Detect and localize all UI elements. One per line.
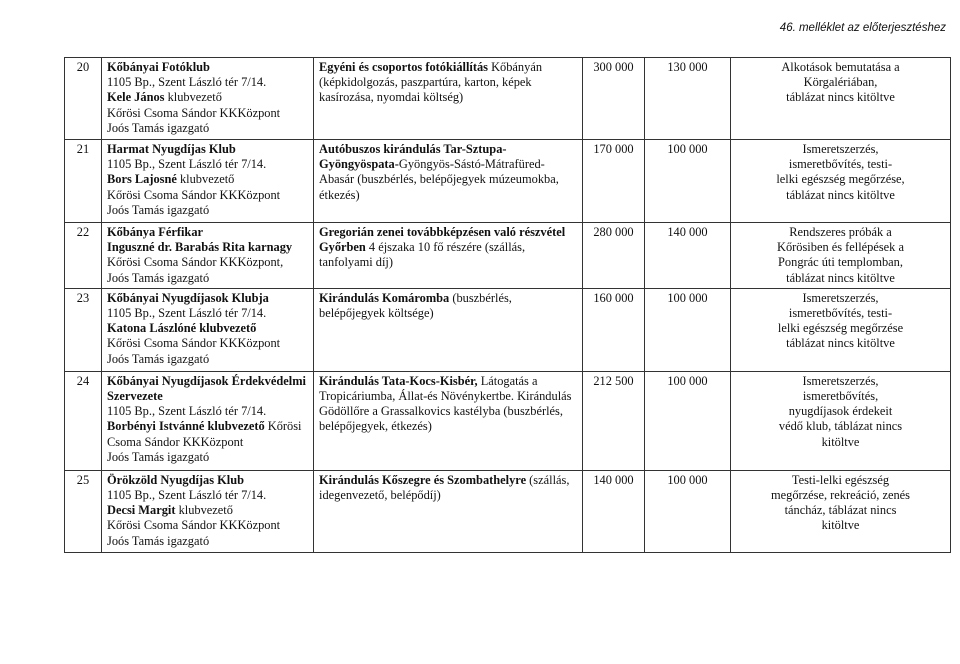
table-row	[65, 223, 951, 289]
organization-line-bold: Kőbányai Nyugdíjasok Klubja	[107, 290, 269, 305]
organization-line	[107, 488, 308, 503]
description-line-text: kasírozása, nyomdai költség)	[319, 90, 464, 105]
description-line	[319, 172, 577, 187]
organization-line-text: klubvezető	[175, 503, 233, 518]
row-number: 24	[65, 371, 102, 470]
evaluation-note-cell	[731, 223, 951, 289]
description-line-bold: Egyéni és csoportos fotókiállítás	[319, 60, 488, 74]
organization-line-text: Csoma Sándor KKKözpont	[107, 434, 244, 449]
description-line-bold: Gyöngyöspata-	[319, 157, 399, 172]
evaluation-note-line: kitöltve	[821, 434, 860, 449]
evaluation-note-line: Ismeretszerzés,	[802, 373, 879, 388]
granted-amount: 100 000	[645, 470, 731, 552]
organization-cell	[102, 58, 314, 140]
organization-line	[107, 404, 308, 419]
organization-line	[107, 60, 308, 75]
evaluation-note-line: lelki egészség megőrzése	[777, 321, 904, 336]
evaluation-note-line: kitöltve	[821, 518, 860, 533]
row-number: 20	[65, 58, 102, 140]
evaluation-note-line: táblázat nincs kitöltve	[786, 90, 895, 105]
program-description-cell	[314, 58, 583, 140]
organization-line-bold: Kőbányai Fotóklub	[107, 60, 210, 74]
program-description-cell	[314, 470, 583, 552]
organization-line	[107, 75, 308, 90]
granted-amount: 140 000	[645, 223, 731, 289]
evaluation-note-line: ismeretbővítés, testi-	[788, 306, 893, 321]
organization-line-text: Kőrösi Csoma Sándor KKKözpont	[107, 105, 281, 120]
organization-line-bold: Bors Lajosné	[107, 172, 177, 187]
evaluation-note-line: táblázat nincs kitöltve	[786, 336, 895, 351]
organization-line-bold: Katona Lászlóné klubvezető	[107, 321, 257, 336]
organization-cell	[102, 288, 314, 371]
organization-line-text: Kőrösi Csoma Sándor KKKözpont	[107, 336, 281, 351]
program-description-cell	[314, 288, 583, 371]
description-line-bold: Kirándulás Kőszegre és Szombathelyre	[319, 472, 527, 487]
description-line	[319, 389, 577, 404]
organization-line	[107, 306, 308, 321]
evaluation-note-cell	[731, 470, 951, 552]
table-row	[65, 140, 951, 223]
description-line-text: (szállás,	[526, 472, 570, 487]
annex-header-note: 46. melléklet az előterjesztéshez	[779, 22, 946, 34]
organization-line-text: Kőrösi Csoma Sándor KKKözpont,	[107, 255, 284, 270]
description-line-text: Látogatás a	[477, 373, 538, 388]
organization-line	[107, 121, 308, 136]
evaluation-note-line: nyugdíjasok érdekeit	[788, 404, 893, 419]
description-line	[319, 404, 577, 419]
organization-line	[107, 172, 308, 187]
description-line-text: tanfolyami díj)	[319, 255, 393, 270]
description-line-bold: Autóbuszos kirándulás Tar-Sztupa-	[319, 142, 507, 156]
granted-amount: 100 000	[645, 140, 731, 223]
organization-line-text: Joós Tamás igazgató	[107, 202, 210, 217]
organization-cell	[102, 371, 314, 470]
organization-line-text: Kőrösi	[264, 419, 302, 434]
description-line	[319, 225, 577, 240]
organization-line	[107, 255, 308, 270]
table-row	[65, 371, 951, 470]
organization-line-text: Kőrösi Csoma Sándor KKKözpont	[107, 518, 281, 533]
organization-line	[107, 435, 308, 450]
organization-line	[107, 503, 308, 518]
organization-line	[107, 157, 308, 172]
row-number: 23	[65, 288, 102, 371]
description-line-text: (buszbérlés,	[449, 290, 512, 305]
description-line-text: idegenvezető, belépődíj)	[319, 488, 441, 503]
organization-line	[107, 188, 308, 203]
organization-line-bold: Harmat Nyugdíjas Klub	[107, 142, 236, 156]
evaluation-note-line: ismeretbővítés, testi-	[788, 157, 893, 172]
description-line-text: (képkidolgozás, paszpartúra, karton, képek	[319, 75, 532, 90]
organization-line	[107, 352, 308, 367]
requested-amount: 212 500	[583, 371, 645, 470]
description-line-bold: Gregorián zenei továbbképzésen való részvétel	[319, 225, 566, 239]
organization-line-text: Joós Tamás igazgató	[107, 120, 210, 135]
organization-cell	[102, 140, 314, 223]
organization-line	[107, 534, 308, 549]
description-line-text: Kőbányán	[488, 60, 543, 74]
evaluation-note-cell	[731, 288, 951, 371]
description-line	[319, 255, 577, 270]
organization-line	[107, 321, 308, 336]
organization-line-bold: Borbényi Istvánné klubvezető	[107, 419, 265, 434]
evaluation-note-line: Körgalériában,	[803, 75, 878, 90]
table-row	[65, 288, 951, 371]
organization-line-text: 1105 Bp., Szent László tér 7/14.	[107, 404, 267, 419]
organization-line	[107, 142, 308, 157]
evaluation-note-line: megőrzése, rekreáció, zenés	[771, 488, 910, 503]
evaluation-note-cell	[731, 58, 951, 140]
description-line	[319, 374, 577, 389]
description-line	[319, 60, 577, 75]
description-line	[319, 157, 577, 172]
organization-line	[107, 271, 308, 286]
organization-line-bold: Örökzöld Nyugdíjas Klub	[107, 472, 245, 487]
organization-line-text: klubvezető	[176, 172, 235, 187]
organization-line-bold: Kőbánya Férfikar	[107, 225, 204, 239]
evaluation-note-line: Kőrösiben és fellépések a	[777, 240, 904, 255]
organization-cell	[102, 470, 314, 552]
description-line	[319, 188, 577, 203]
evaluation-note-line: Testi-lelki egészség	[791, 472, 890, 487]
description-line-text: Tropicáriumba, Állat-és Növénykertbe. Kirándulás	[319, 389, 572, 404]
description-line	[319, 240, 577, 255]
granted-amount: 130 000	[645, 58, 731, 140]
table-row	[65, 470, 951, 552]
organization-line-text: Kőrösi Csoma Sándor KKKözpont	[107, 187, 281, 202]
organization-line-text: 1105 Bp., Szent László tér 7/14.	[107, 488, 267, 503]
evaluation-note-line: Ismeretszerzés,	[802, 142, 879, 156]
organization-line	[107, 336, 308, 351]
description-line	[319, 142, 577, 157]
description-line-text: belépőjegyek, étkezés)	[319, 419, 432, 434]
grant-table	[64, 57, 951, 553]
description-line-text: étkezés)	[319, 187, 360, 202]
organization-line	[107, 518, 308, 533]
requested-amount: 170 000	[583, 140, 645, 223]
organization-line	[107, 450, 308, 465]
description-line-text: Gödöllőre a Grassalkovics kastélyba (buszbérlés,	[319, 404, 563, 419]
granted-amount: 100 000	[645, 288, 731, 371]
evaluation-note-line: Rendszeres próbák a	[789, 225, 892, 239]
organization-cell	[102, 223, 314, 289]
organization-line	[107, 389, 308, 404]
description-line	[319, 419, 577, 434]
evaluation-note-line: Ismeretszerzés,	[802, 290, 879, 305]
organization-line-text: 1105 Bp., Szent László tér 7/14.	[107, 75, 267, 90]
organization-line	[107, 419, 308, 434]
grant-table-body	[65, 58, 951, 553]
organization-line-text: Joós Tamás igazgató	[107, 270, 210, 285]
organization-line	[107, 225, 308, 240]
organization-line	[107, 291, 308, 306]
description-line	[319, 75, 577, 90]
description-line	[319, 90, 577, 105]
description-line	[319, 306, 577, 321]
description-line-text: Abasár (buszbérlés, belépőjegyek múzeumokba,	[319, 172, 559, 187]
description-line	[319, 488, 577, 503]
evaluation-note-line: táblázat nincs kitöltve	[786, 187, 895, 202]
organization-line-text: Joós Tamás igazgató	[107, 533, 210, 548]
evaluation-note-cell	[731, 140, 951, 223]
evaluation-note-cell	[731, 371, 951, 470]
evaluation-note-line: Alkotások bemutatása a	[781, 60, 900, 74]
organization-line-text: Joós Tamás igazgató	[107, 351, 210, 366]
evaluation-note-line: Pongrác úti templomban,	[778, 255, 903, 270]
description-line-text: belépőjegyek költsége)	[319, 306, 434, 321]
program-description-cell	[314, 223, 583, 289]
description-line-bold: Kirándulás Komáromba	[319, 290, 450, 305]
requested-amount: 300 000	[583, 58, 645, 140]
organization-line-bold: Szervezete	[107, 389, 163, 404]
organization-line	[107, 374, 308, 389]
description-line-text: 4 éjszaka 10 fő részére (szállás,	[365, 240, 526, 255]
row-number: 21	[65, 140, 102, 223]
organization-line-bold: Decsi Margit	[107, 503, 176, 518]
requested-amount: 160 000	[583, 288, 645, 371]
organization-line-text: klubvezető	[164, 90, 222, 105]
evaluation-note-line: ismeretbővítés,	[802, 389, 879, 404]
program-description-cell	[314, 140, 583, 223]
description-line-bold: Kirándulás Tata-Kocs-Kisbér,	[319, 373, 478, 388]
evaluation-note-line: védő klub, táblázat nincs	[778, 419, 903, 434]
evaluation-note-line: táncház, táblázat nincs	[784, 503, 897, 518]
evaluation-note-line: lelki egészség megőrzése,	[776, 172, 905, 187]
organization-line-bold: Kele János	[107, 90, 165, 105]
description-line-text: Gyöngyös-Sástó-Mátrafüred-	[398, 157, 545, 172]
organization-line-bold: Inguszné dr. Barabás Rita karnagy	[107, 240, 293, 255]
organization-line-text: Joós Tamás igazgató	[107, 449, 210, 464]
organization-line	[107, 203, 308, 218]
row-number: 25	[65, 470, 102, 552]
organization-line-text: 1105 Bp., Szent László tér 7/14.	[107, 157, 267, 172]
organization-line	[107, 473, 308, 488]
requested-amount: 280 000	[583, 223, 645, 289]
description-line	[319, 291, 577, 306]
row-number: 22	[65, 223, 102, 289]
requested-amount: 140 000	[583, 470, 645, 552]
granted-amount: 100 000	[645, 371, 731, 470]
organization-line-text: 1105 Bp., Szent László tér 7/14.	[107, 306, 267, 321]
description-line	[319, 473, 577, 488]
organization-line-bold: Kőbányai Nyugdíjasok Érdekvédelmi	[107, 373, 306, 388]
evaluation-note-line: táblázat nincs kitöltve	[786, 270, 895, 285]
organization-line	[107, 90, 308, 105]
organization-line	[107, 106, 308, 121]
program-description-cell	[314, 371, 583, 470]
table-row	[65, 58, 951, 140]
description-line-bold: Győrben	[319, 240, 366, 255]
organization-line	[107, 240, 308, 255]
